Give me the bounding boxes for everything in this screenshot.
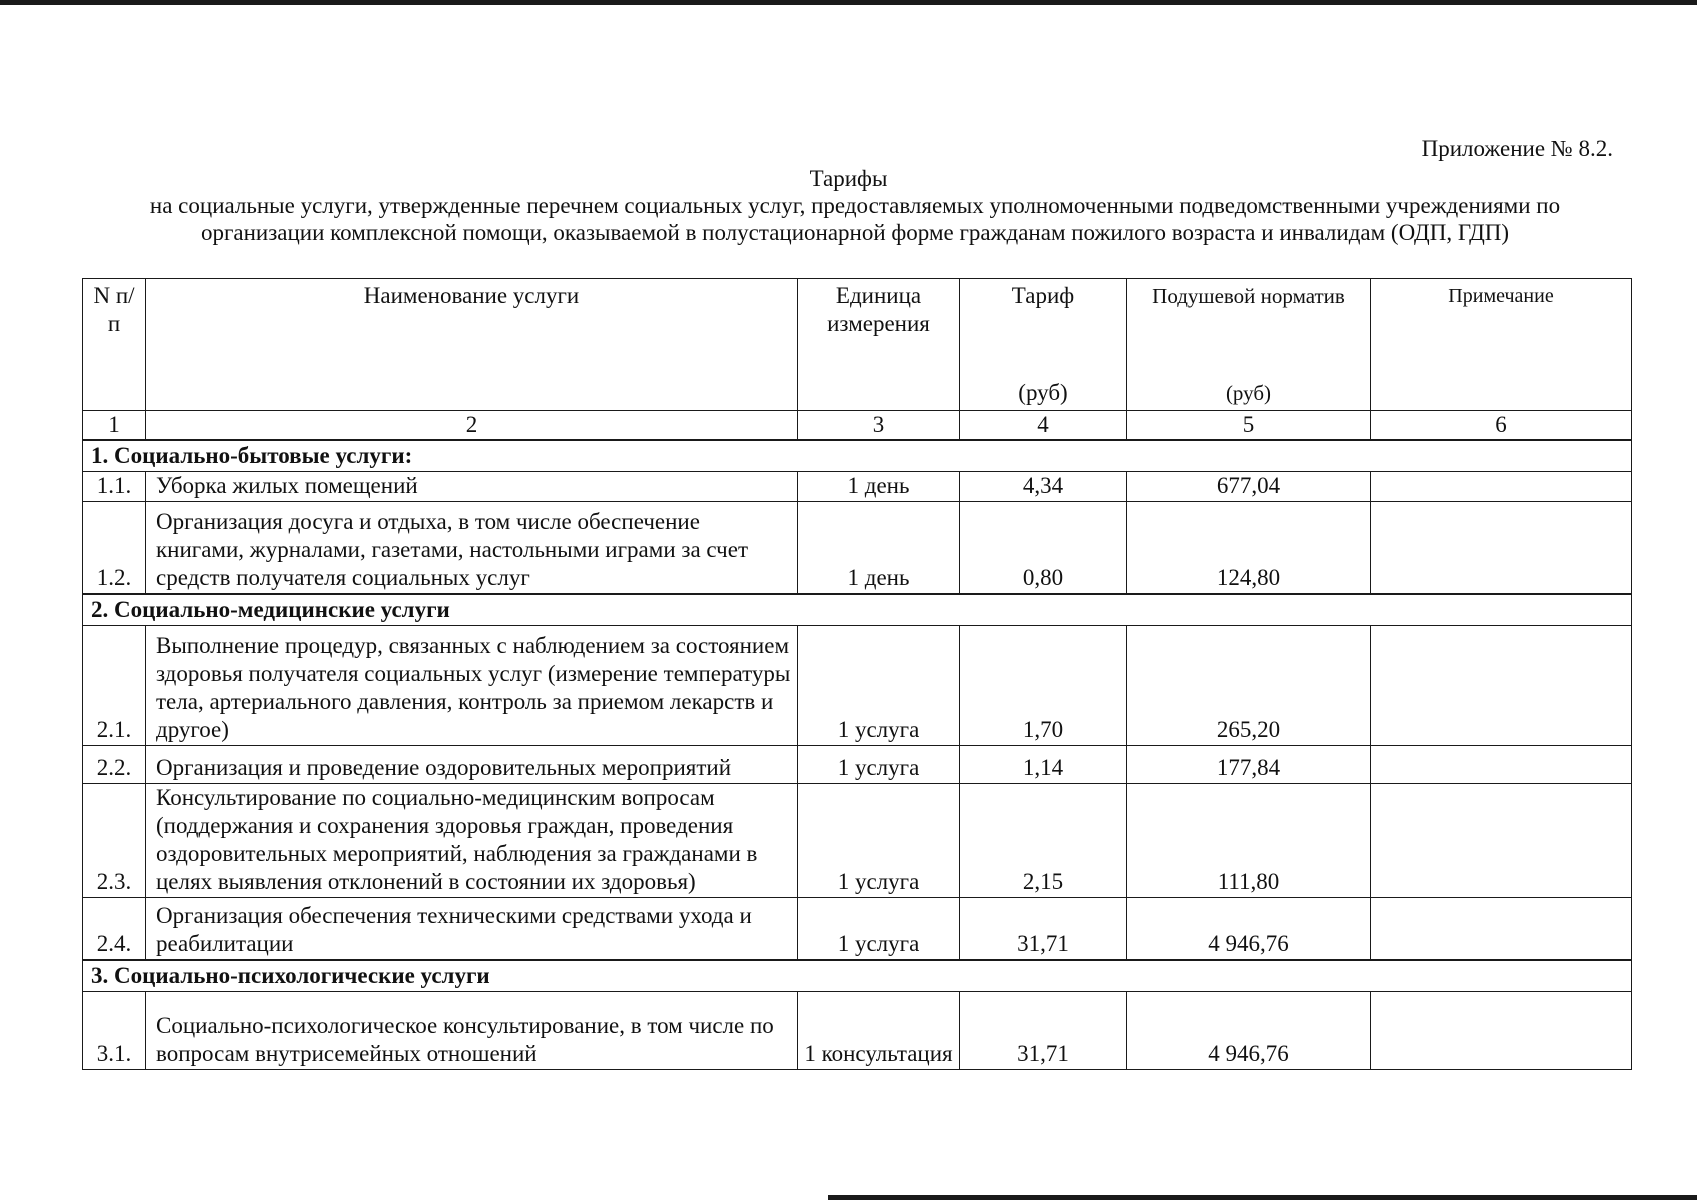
scan-edge-bottom (828, 1195, 1697, 1200)
service-name: Социально-психологическое консультирование, в том числе по вопросам внутрисемейных отношений (146, 992, 798, 1070)
service-unit: 1 услуга (798, 784, 960, 898)
service-name: Уборка жилых помещений (146, 472, 798, 502)
service-note (1371, 472, 1632, 502)
header-unit: Единица измерения (798, 279, 960, 411)
header-note: Примечание (1371, 279, 1632, 411)
service-tariff: 31,71 (960, 992, 1127, 1070)
table-row (83, 992, 1632, 1070)
service-unit: 1 услуга (798, 746, 960, 784)
row-number: 2.4. (83, 898, 146, 961)
header-tariff-unit: (руб) (1018, 380, 1068, 405)
section-row (83, 594, 1632, 626)
service-note (1371, 746, 1632, 784)
scan-edge-top (0, 0, 1697, 5)
table-row (83, 898, 1632, 961)
service-name: Консультирование по социально-медицинским вопросам (поддержания и сохранения здоровья граждан, проведения оздоровительных мероприятий, наблюдения за гражданами в целях выявления отклонений в состоянии их здоровья) (146, 784, 798, 898)
header-norm-unit: (руб) (1225, 381, 1272, 405)
service-tariff: 4,34 (960, 472, 1127, 502)
service-note (1371, 898, 1632, 961)
row-number: 1.2. (83, 502, 146, 595)
service-note (1371, 784, 1632, 898)
service-note (1371, 992, 1632, 1070)
row-number: 2.3. (83, 784, 146, 898)
column-number: 4 (960, 411, 1127, 441)
service-norm: 4 946,76 (1127, 992, 1371, 1070)
section-title: 3. Социально-психологические услуги (83, 960, 1632, 992)
service-unit: 1 консультация (798, 992, 960, 1070)
service-tariff: 1,14 (960, 746, 1127, 784)
row-number: 2.1. (83, 626, 146, 746)
service-tariff: 2,15 (960, 784, 1127, 898)
service-norm: 111,80 (1127, 784, 1371, 898)
service-unit: 1 день (798, 502, 960, 595)
service-note (1371, 626, 1632, 746)
section-title: 2. Социально-медицинские услуги (83, 594, 1632, 626)
header-name: Наименование услуги (146, 279, 798, 411)
document-subtitle (105, 192, 1605, 246)
tariffs-table (82, 278, 1632, 1070)
row-number: 2.2. (83, 746, 146, 784)
header-num: N п/п (83, 279, 146, 411)
service-name: Организация досуга и отдыха, в том числе обеспечение книгами, журналами, газетами, настольными играми за счет средств получателя социальных услуг (146, 502, 798, 595)
service-name: Организация и проведение оздоровительных мероприятий (146, 746, 798, 784)
service-norm: 677,04 (1127, 472, 1371, 502)
header-tariff (960, 279, 1127, 411)
service-norm: 124,80 (1127, 502, 1371, 595)
header-tariff-label: Тариф (1011, 283, 1075, 308)
section-row (83, 960, 1632, 992)
column-number-row (83, 411, 1632, 441)
row-number: 1.1. (83, 472, 146, 502)
column-number: 5 (1127, 411, 1371, 441)
table-row (83, 502, 1632, 595)
table-row (83, 472, 1632, 502)
column-number: 3 (798, 411, 960, 441)
service-norm: 265,20 (1127, 626, 1371, 746)
column-number: 1 (83, 411, 146, 441)
service-tariff: 0,80 (960, 502, 1127, 595)
service-unit: 1 день (798, 472, 960, 502)
table-header-row (83, 279, 1632, 411)
column-number: 2 (146, 411, 798, 441)
document-title: Тарифы (809, 166, 888, 191)
appendix-label: Приложение № 8.2. (1421, 136, 1613, 161)
service-tariff: 1,70 (960, 626, 1127, 746)
column-number: 6 (1371, 411, 1632, 441)
service-norm: 177,84 (1127, 746, 1371, 784)
service-unit: 1 услуга (798, 898, 960, 961)
header-norm (1127, 279, 1371, 411)
service-unit: 1 услуга (798, 626, 960, 746)
service-tariff: 31,71 (960, 898, 1127, 961)
service-norm: 4 946,76 (1127, 898, 1371, 961)
table-row (83, 784, 1632, 898)
service-note (1371, 502, 1632, 595)
row-number: 3.1. (83, 992, 146, 1070)
table-row (83, 626, 1632, 746)
service-name: Выполнение процедур, связанных с наблюдением за состоянием здоровья получателя социальных услуг (измерение температуры тела, артериального давления, контроль за приемом лекарств и другое) (146, 626, 798, 746)
header-norm-label: Подушевой норматив (1152, 284, 1345, 308)
section-row (83, 440, 1632, 472)
document-subtitle-text: на социальные услуги, утвержденные перечнем социальных услуг, предоставляемых уполномоченными подведомственными учреждениями по организации комплексной помощи, оказываемой в полустационарной форме гражданам пожилого возраста и инвалидам (ОДП, ГДП) (149, 193, 1561, 245)
table-row (83, 746, 1632, 784)
service-name: Организация обеспечения техническими средствами ухода и реабилитации (146, 898, 798, 961)
section-title: 1. Социально-бытовые услуги: (83, 440, 1632, 472)
